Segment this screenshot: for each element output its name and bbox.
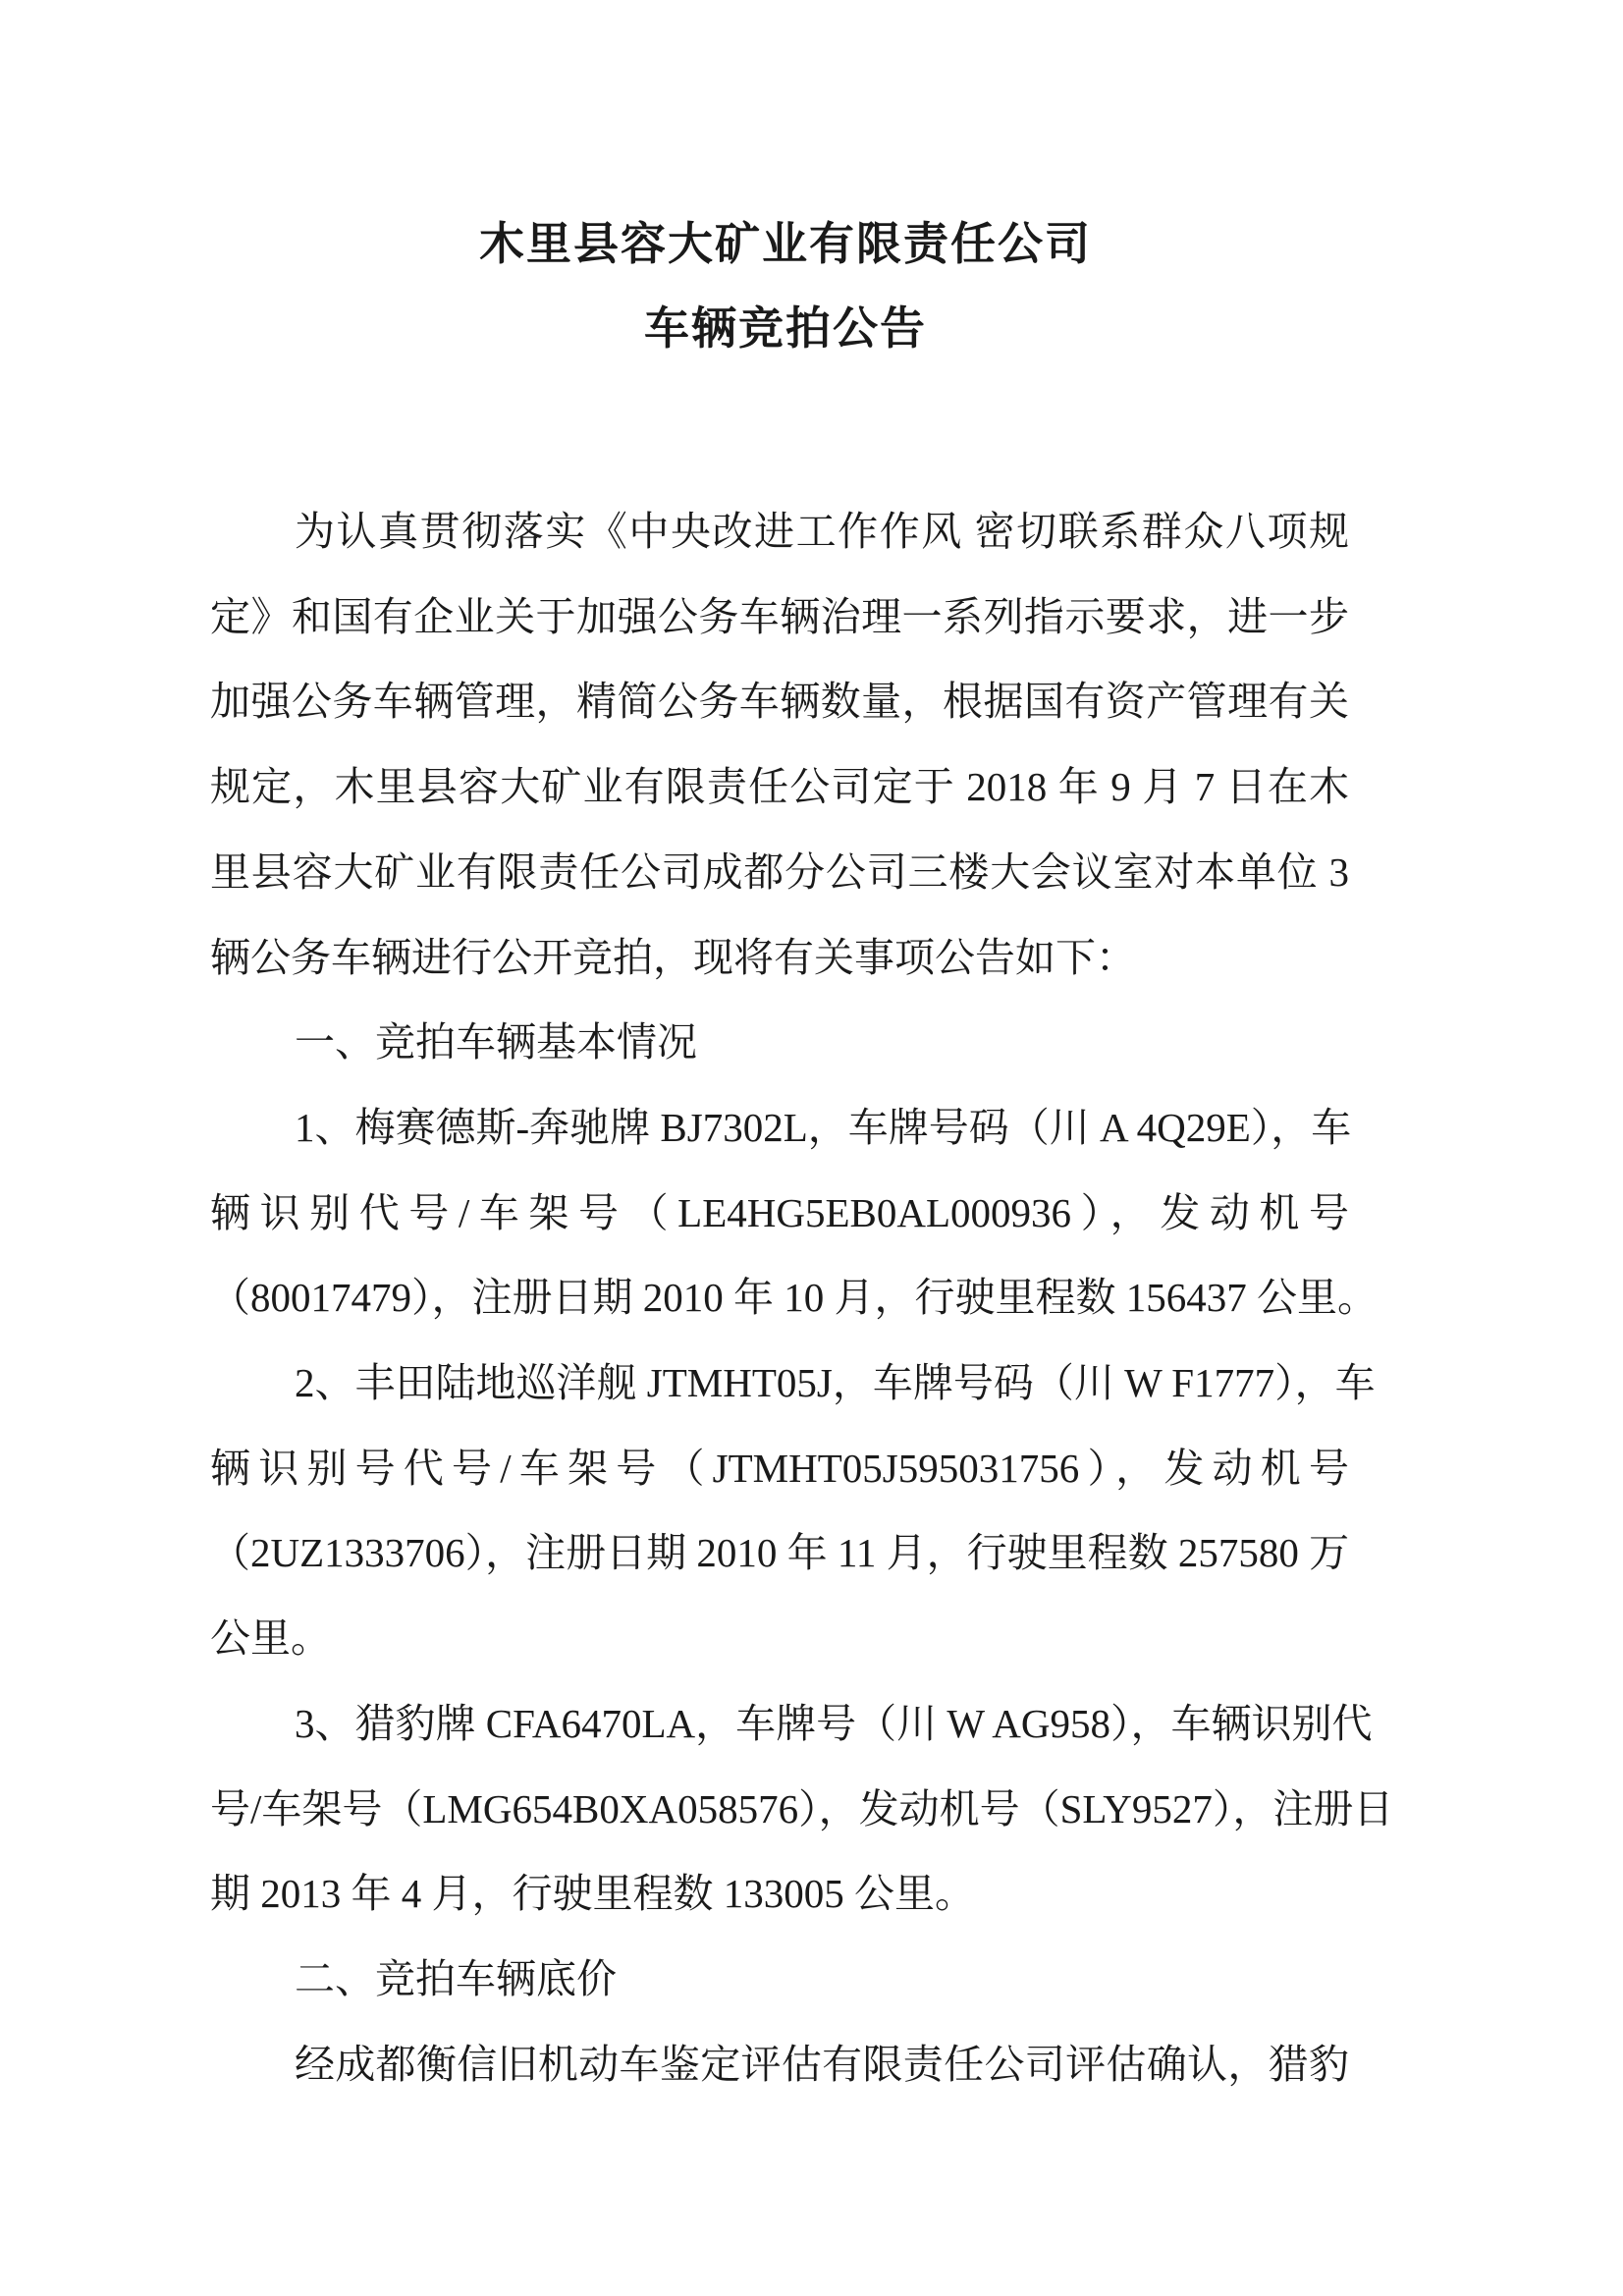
body-line: 1、梅赛德斯-奔驰牌 BJ7302L，车牌号码（川 A 4Q29E），车 xyxy=(295,1104,1352,1150)
body-line: 辆公务车辆进行公开竞拍，现将有关事项公告如下： xyxy=(210,934,1136,980)
body-line: 2、丰田陆地巡洋舰 JTMHT05J，车牌号码（川 W F1777），车 xyxy=(295,1360,1376,1405)
section-heading: 一、竞拍车辆基本情况 xyxy=(295,1019,697,1066)
body-line: 辆识别代号/车架号（LE4HG5EB0AL000936），发动机号 xyxy=(210,1189,1349,1235)
body-line: 辆识别号代号/车架号（JTMHT05J595031756），发动机号 xyxy=(210,1445,1349,1491)
body-line: 为认真贯彻落实《中央改进工作作风 密切联系群众八项规 xyxy=(295,509,1349,554)
body-line: （80017479），注册日期 2010 年 10 月，行驶里程数 156437 公里。 xyxy=(210,1275,1378,1321)
section-heading: 二、竞拍车辆底价 xyxy=(295,1955,617,2001)
body-line: 加强公务车辆管理，精简公务车辆数量，根据国有资产管理有关 xyxy=(210,679,1349,725)
body-line: 3、猎豹牌 CFA6470LA，车牌号（川 W AG958），车辆识别代 xyxy=(295,1700,1373,1746)
body-line: 定》和国有企业关于加强公务车辆治理一系列指示要求，进一步 xyxy=(210,593,1349,639)
document-title: 木里县容大矿业有限责任公司 xyxy=(479,219,1092,269)
body-line: （2UZ1333706），注册日期 2010 年 11 月，行驶里程数 257580 万 xyxy=(210,1530,1350,1576)
body-line: 里县容大矿业有限责任公司成都分公司三楼大会议室对本单位 3 xyxy=(210,848,1349,895)
document-subtitle: 车辆竞拍公告 xyxy=(644,303,927,354)
body-line: 规定，木里县容大矿业有限责任公司定于 2018 年 9 月 7 日在木 xyxy=(210,764,1349,810)
body-line: 经成都衡信旧机动车鉴定评估有限责任公司评估确认，猎豹 xyxy=(295,2041,1349,2087)
body-line: 期 2013 年 4 月，行驶里程数 133005 公里。 xyxy=(210,1871,975,1917)
body-line: 号/车架号（LMG654B0XA058576），发动机号（SLY9527），注册日 xyxy=(210,1785,1394,1831)
body-line: 公里。 xyxy=(210,1615,331,1662)
